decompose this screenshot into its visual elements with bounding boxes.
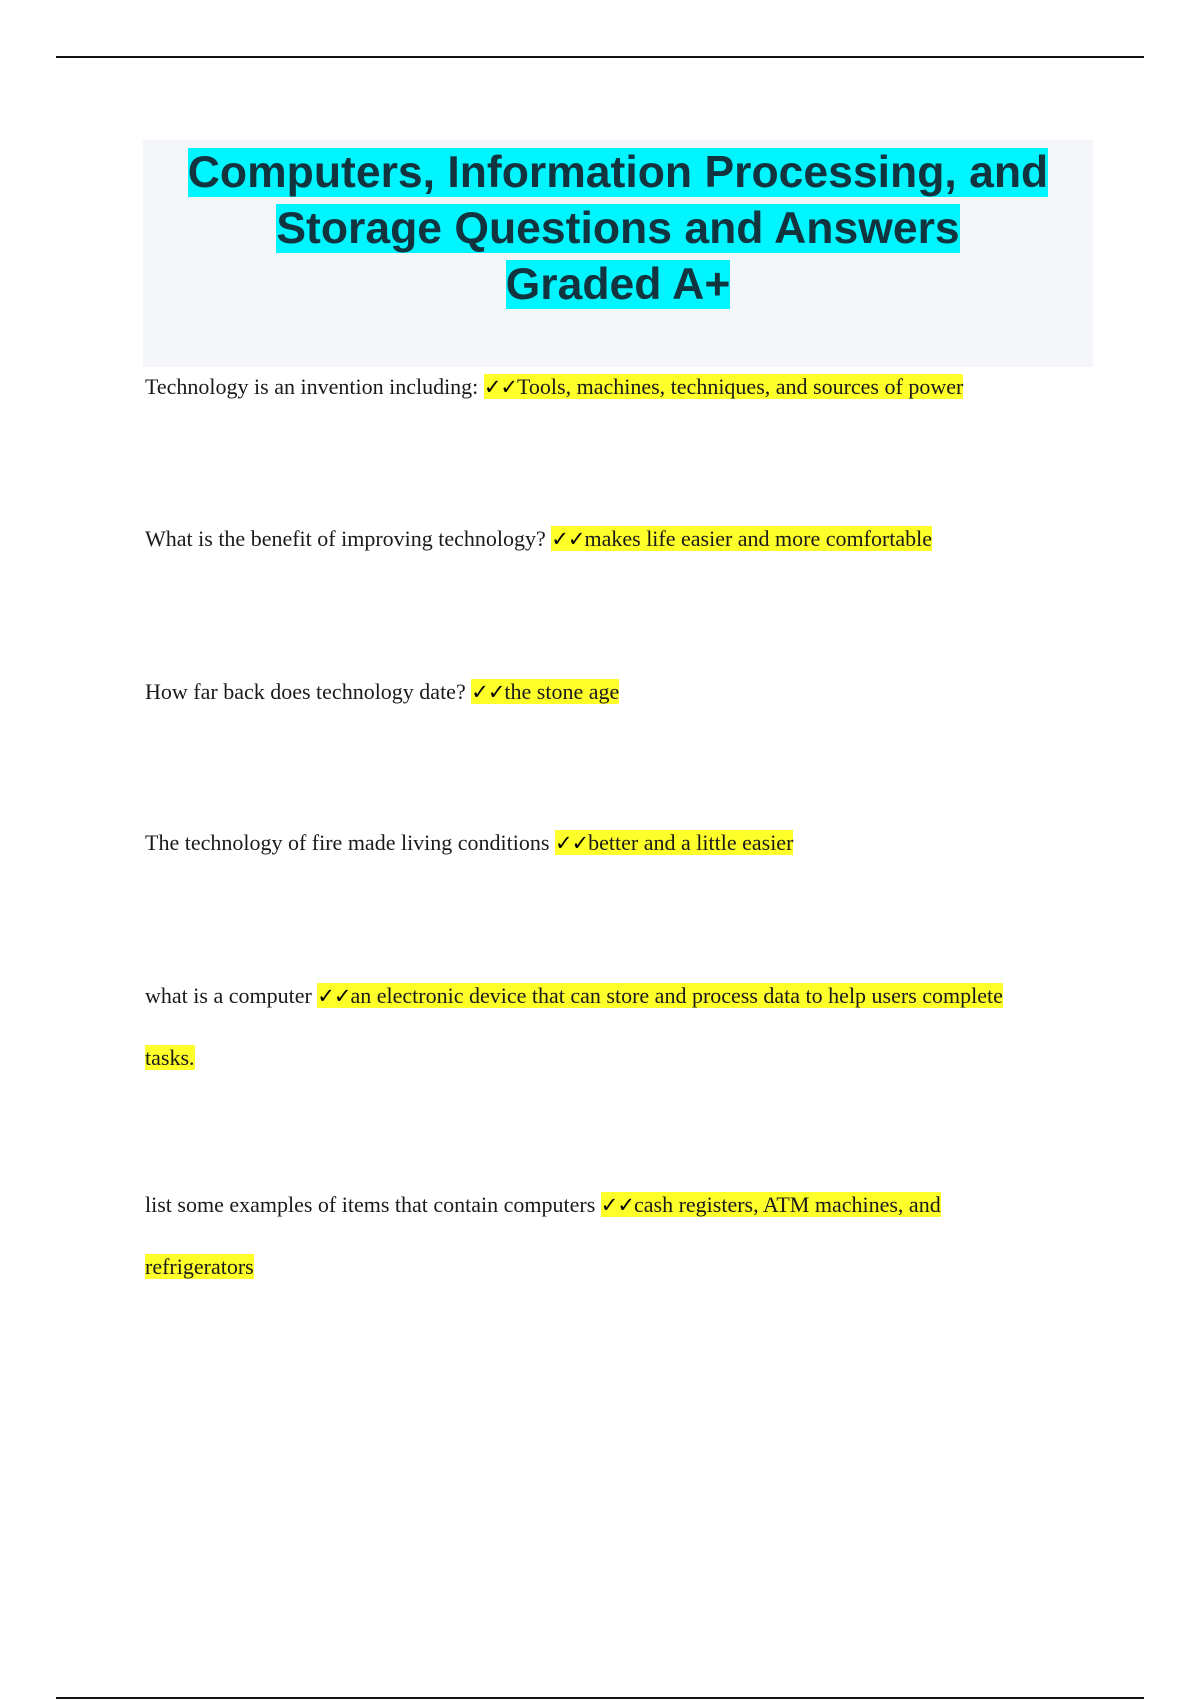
answer-text: better and a little easier	[588, 830, 794, 855]
double-check-icon: ✓✓	[317, 984, 351, 1008]
question-text: The technology of fire made living conditions	[145, 830, 550, 855]
qa-item	[145, 661, 1045, 723]
qa-item	[145, 356, 1045, 418]
answer-highlight	[484, 374, 964, 399]
document-title	[143, 145, 1093, 313]
answer-text: the stone age	[504, 679, 620, 704]
answer-text: an electronic device that can store and process data to help users complete tasks.	[145, 983, 1003, 1070]
title-line-2: Storage Questions and Answers	[276, 204, 960, 253]
answer-text: makes life easier and more comfortable	[584, 526, 933, 551]
double-check-icon: ✓✓	[600, 1193, 634, 1217]
question-text: list some examples of items that contain computers	[145, 1192, 596, 1217]
question-text: What is the benefit of improving technology?	[145, 526, 546, 551]
double-check-icon: ✓✓	[471, 680, 505, 704]
qa-item	[145, 965, 1045, 1088]
question-text: what is a computer	[145, 983, 312, 1008]
qa-item	[145, 508, 1045, 570]
answer-text: Tools, machines, techniques, and sources of power	[517, 374, 964, 399]
title-line-3: Graded A+	[505, 260, 731, 309]
answer-text: cash registers, ATM machines, and refrigerators	[145, 1192, 941, 1279]
question-text: How far back does technology date?	[145, 679, 466, 704]
answer-highlight	[471, 679, 619, 704]
answer-highlight	[555, 830, 793, 855]
double-check-icon: ✓✓	[483, 375, 518, 399]
qa-item	[145, 1174, 1045, 1297]
qa-item	[145, 812, 1045, 874]
title-line-1: Computers, Information Processing, and	[187, 148, 1049, 197]
double-check-icon: ✓✓	[554, 831, 589, 855]
top-rule	[56, 56, 1144, 58]
question-text: Technology is an invention including:	[145, 374, 479, 399]
bottom-rule	[56, 1697, 1144, 1699]
answer-highlight	[551, 526, 932, 551]
double-check-icon: ✓✓	[551, 527, 585, 551]
